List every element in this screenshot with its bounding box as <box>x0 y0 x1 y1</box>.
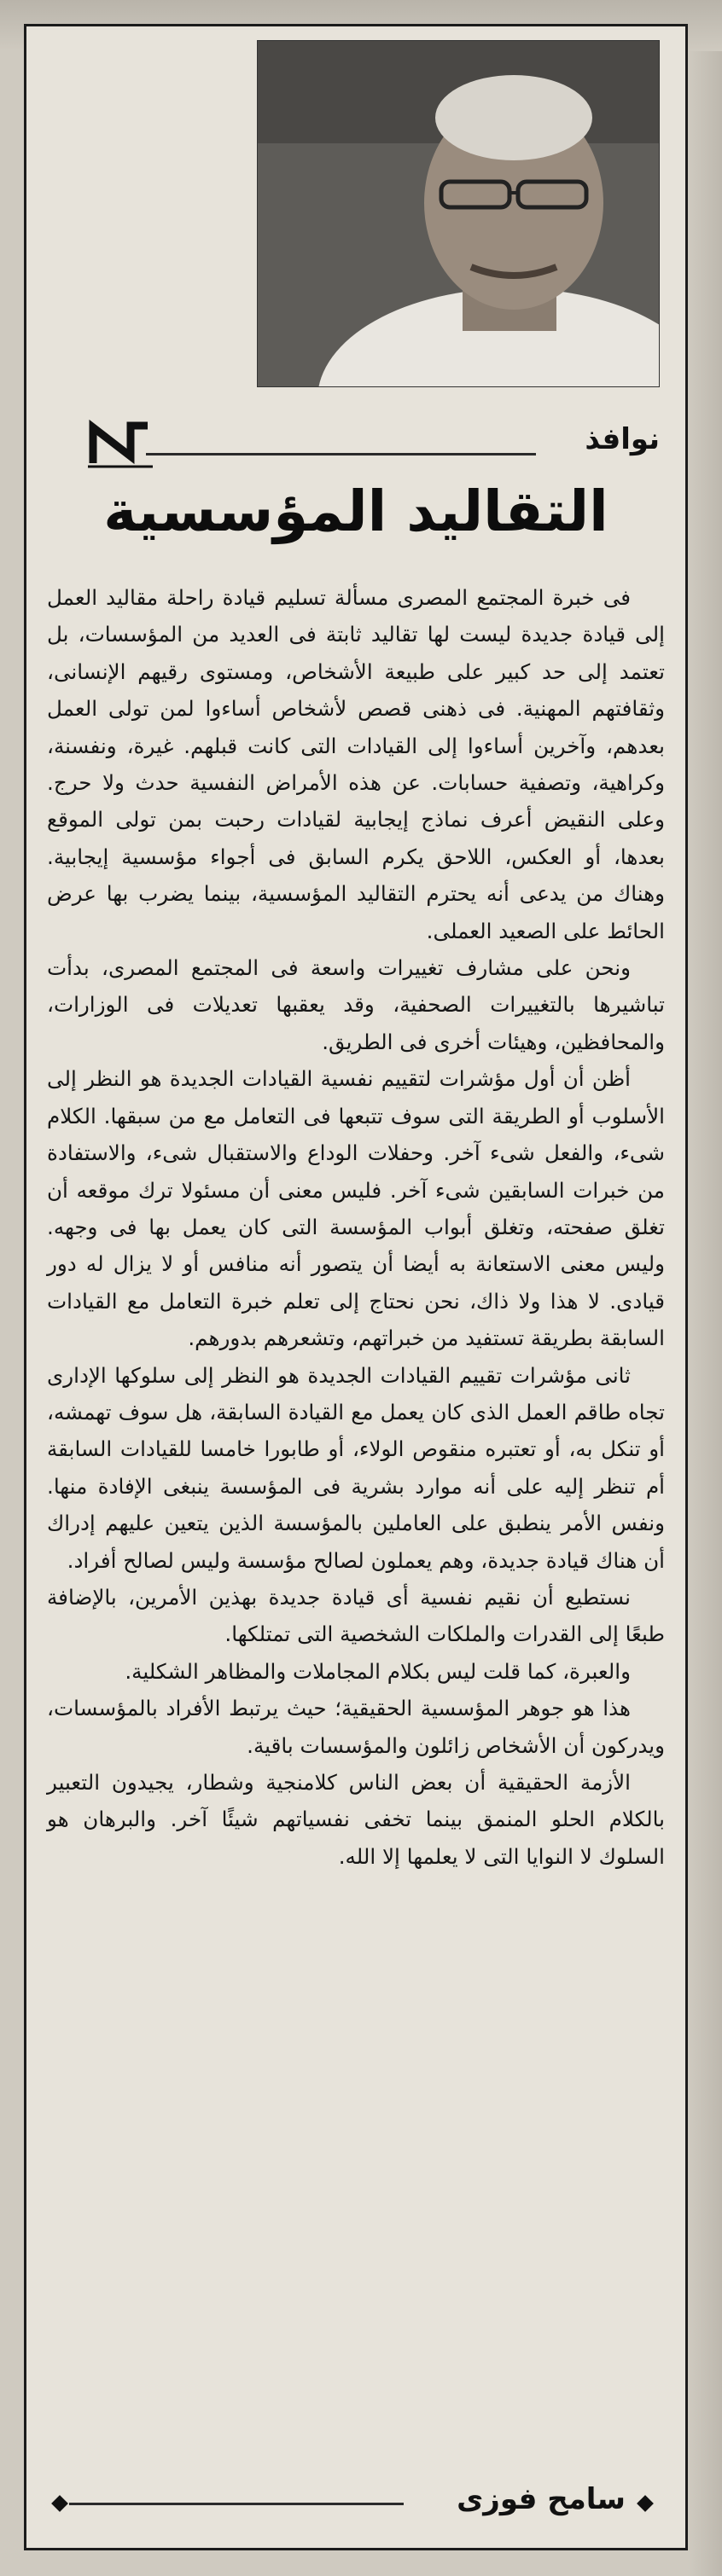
diamond-ornament-icon <box>637 2495 654 2512</box>
article-headline: التقاليد المؤسسية <box>103 479 608 544</box>
article-paragraph: نستطيع أن نقيم نفسية أى قيادة جديدة بهذين الأمرين، بالإضافة طبعًا إلى القدرات والملكات الشخصية التى تمتلكها. <box>47 1584 665 1647</box>
diamond-ornament-icon <box>51 2495 68 2512</box>
banner-rule <box>146 453 536 455</box>
section-name: نوافذ <box>585 422 660 456</box>
article-paragraph: فى خبرة المجتمع المصرى مسألة تسليم قيادة راحلة مقاليد العمل إلى قيادة جديدة ليست لها تقاليد ثابتة فى العديد من المؤسسات، بل تعتمد إلى حد كبير على طبيعة الأشخاص، ومستوى رقيهم الإنسانى، وثقافتهم المهنية. فى ذهنى قصص لأشخاص أساءوا لمن تولى العمل بعدهم، وآخرين أساءوا إلى القيادات التى كانت قبلهم. غيرة، ونفسنة، وكراهية، وتصفية حسابات. عن هذه الأمراض النفسية حدث ولا حرج. وعلى النقيض أعرف نماذج إيجابية لقيادات رحبت بمن تولى الموقع بعدها، أو العكس، اللاحق يكرم السابق فى أجواء مؤسسية إيجابية. وهناك من يدعى أنه يحترم التقاليد المؤسسية، بينما يضرب بها عرض الحائط على الصعيد العملى. <box>47 585 665 943</box>
author-name: سامح فوزى <box>457 2482 626 2516</box>
article-column <box>24 24 688 2550</box>
article-paragraph: هذا هو جوهر المؤسسية الحقيقية؛ حيث يرتبط الأفراد بالمؤسسات، ويدركون أن الأشخاص زائلون والمؤسسات باقية. <box>47 1696 665 1758</box>
article-body <box>47 579 665 1875</box>
article-paragraph: أظن أن أول مؤشرات لتقييم نفسية القيادات الجديدة هو النظر إلى الأسلوب أو الطريقة التى سوف تتبعها فى التعامل مع من سبقها. الكلام شىء، والفعل شىء آخر. وحفلات الوداع والاستقبال شىء، والاستفادة من خبرات السابقين شىء آخر. فليس معنى أن مسئولا ترك موقعه أن تغلق صفحته، وتغلق أبواب المؤسسة التى كان يعمل بها فى وجهه. وليس معنى الاستعانة به أيضا أن يتصور أنه منافس أو لا يزال له دور قيادى. لا هذا ولا ذاك، نحن نحتاج إلى تعلم خبرة التعامل مع القيادات السابقة بطريقة تستفيد من خبراتهم، وتشعرهم بدورهم. <box>47 1066 665 1351</box>
article-paragraph: والعبرة، كما قلت ليس بكلام المجاملات والمظاهر الشكلية. <box>125 1658 631 1684</box>
author-photo <box>257 40 660 387</box>
byline <box>52 2479 660 2530</box>
article-paragraph: ونحن على مشارف تغييرات واسعة فى المجتمع المصرى، بدأت تباشيرها بالتغييرات الصحفية، وقد يعقبها تعديلات فى الوزارات، والمحافظين، وهيئات أخرى فى الطريق. <box>47 955 665 1054</box>
section-banner <box>52 419 660 472</box>
author-portrait-image <box>258 41 659 386</box>
byline-rule <box>69 2503 404 2505</box>
adjacent-column-strip <box>688 51 722 2576</box>
article-paragraph: ثانى مؤشرات تقييم القيادات الجديدة هو النظر إلى سلوكها الإدارى تجاه طاقم العمل الذى كان يعمل مع القيادة السابقة، هل سوف تهمشه، أو تنكل به، أو تعتبره منقوص الولاء، أو طابورا خامسا للقيادات السابقة أم تنظر إليه على أنه موارد بشرية فى المؤسسة ينبغى الإفادة منها. ونفس الأمر ينطبق على العاملين بالمؤسسة الذين يتعين عليهم إدراك أن هناك قيادة جديدة، وهم يعملون لصالح مؤسسة وليس لصالح أفراد. <box>47 1362 665 1573</box>
article-paragraph: الأزمة الحقيقية أن بعض الناس كلامنجية وشطار، يجيدون التعبير بالكلام الحلو المنمق بينما تخفى نفسياتهم شيئًا آخر. والبرهان هو السلوك لا النوايا التى لا يعلمها إلا الله. <box>47 1770 665 1869</box>
brand-logo-icon <box>86 419 154 470</box>
